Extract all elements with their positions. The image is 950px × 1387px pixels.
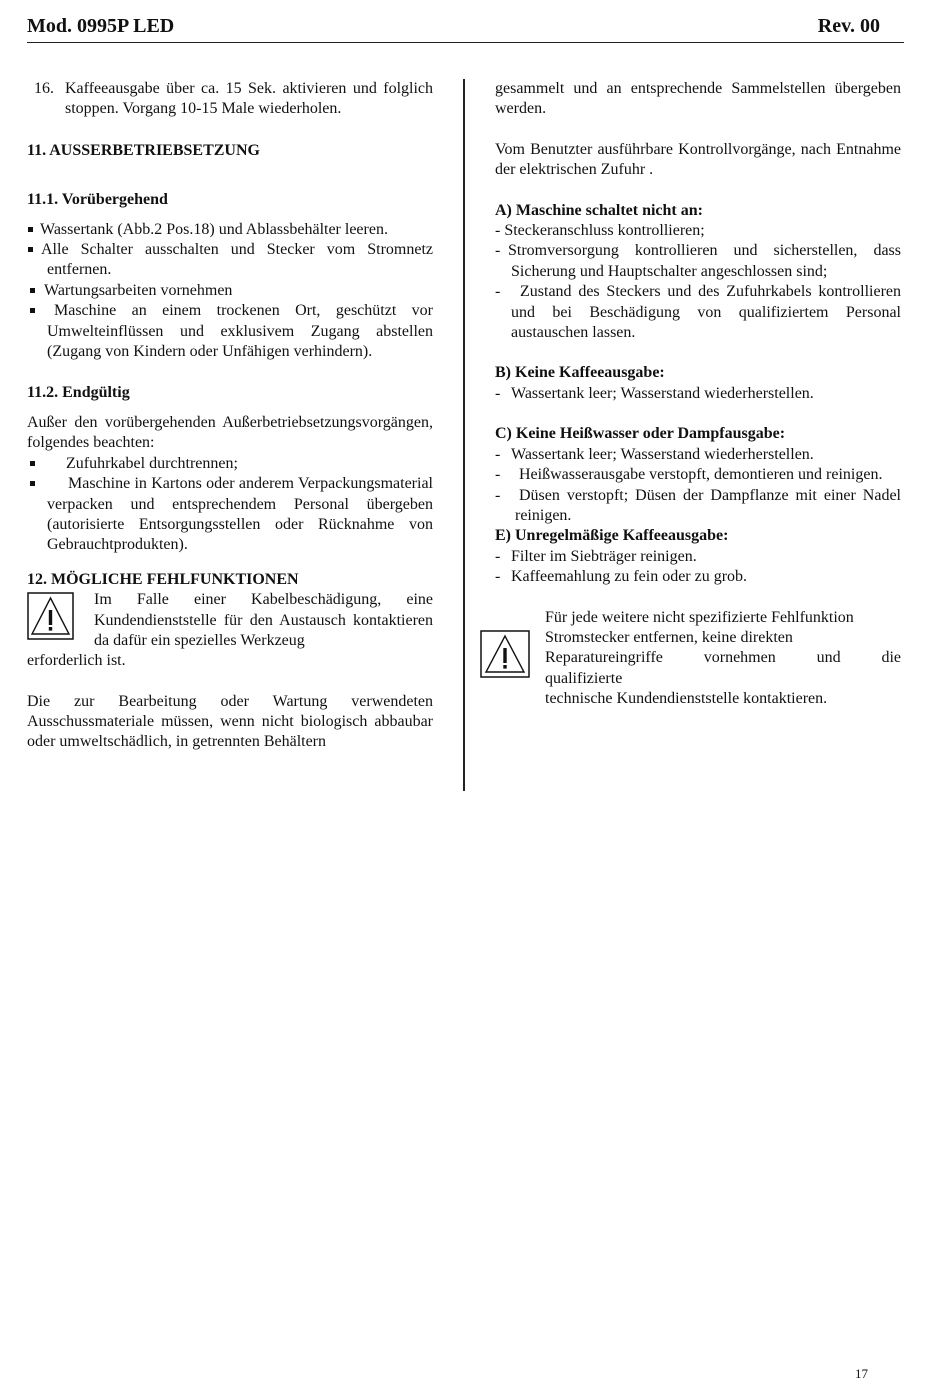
revision: Rev. 00: [817, 15, 880, 37]
cable-warning-text: Im Falle einer Kabelbeschädigung, eine Kundendienststelle für den Austausch kontaktieren da dafür ein spezielles Werkzeug: [94, 591, 433, 649]
model-title: Mod. 0995P LED: [27, 15, 175, 37]
dash-marker: -: [495, 283, 501, 301]
section-11-heading: 11. AUSSERBETRIEBSETZUNG: [27, 141, 260, 159]
dash-marker: -: [495, 547, 501, 565]
dash-marker: -: [495, 445, 501, 463]
final-list: [27, 454, 433, 556]
dash-marker: -: [495, 486, 501, 504]
section-e-heading: E) Unregelmäßige Kaffeeausgabe:: [495, 527, 729, 545]
temporary-list: [27, 220, 433, 363]
bullet-icon: [30, 481, 35, 486]
service-warning-text: Für jede weitere nicht spezifizierte Fehlfunktion Stromstecker entfernen, keine direkten Reparatureingriffe vornehmen und die qualifizierte technische Kundendienststelle kontaktieren.: [545, 608, 901, 708]
bullet-icon: [30, 461, 35, 466]
section-12-heading: 12. MÖGLICHE FEHLFUNKTIONEN: [27, 570, 299, 588]
page-header: [27, 14, 904, 43]
section-c-heading: C) Keine Heißwasser oder Dampfausgabe:: [495, 425, 786, 443]
list-item: - Heißwasserausgabe verstopft, demontieren und reinigen.: [495, 465, 901, 485]
list-item: Maschine an einem trockenen Ort, geschützt vor Umwelteinflüssen und exklusivem Zugang abstellen (Zugang von Kindern oder Unfähigen verhindern).: [27, 301, 433, 362]
list-item: - Kaffeemahlung zu fein oder zu grob.: [495, 567, 901, 587]
dash-marker: -: [495, 466, 501, 484]
list-item: Wartungsarbeiten vornehmen: [27, 281, 433, 301]
bullet-icon: [30, 288, 35, 293]
list-item: - Zustand des Steckers und des Zufuhrkabels kontrollieren und bei Beschädigung von qualifiziertem Personal austauschen lassen.: [495, 283, 901, 342]
column-divider: [463, 79, 465, 791]
dash-marker: -: [495, 242, 501, 260]
list-item: - Düsen verstopft; Düsen der Dampflanze mit einer Nadel reinigen.: [495, 486, 901, 524]
bullet-icon: [30, 308, 35, 313]
waste-text: Die zur Bearbeitung oder Wartung verwendeten Ausschussmateriale müssen, wenn nicht biologisch abbaubar oder umweltschädlich, in getrennten Behältern: [27, 692, 433, 751]
dash-marker: -: [495, 384, 501, 402]
right-column: [495, 79, 901, 710]
section-11-1-heading: 11.1. Vorübergehend: [27, 191, 168, 209]
step-16: [27, 79, 433, 120]
section-11-2-heading: 11.2. Endgültig: [27, 384, 130, 402]
list-item: - Wassertank leer; Wasserstand wiederherstellen.: [495, 384, 901, 404]
section-a-heading: A) Maschine schaltet nicht an:: [495, 201, 703, 219]
list-item: Maschine in Kartons oder anderem Verpackungsmaterial verpacken und entsprechendem Personal übergeben (autorisierte Entsorgungsstellen oder Rücknahme von Gebrauchtprodukten).: [27, 474, 433, 556]
warning-triangle-icon: [480, 630, 530, 678]
final-intro: Außer den vorübergehenden Außerbetriebsetzungsvorgängen, folgendes beachten:: [27, 413, 433, 452]
cable-warning: [27, 590, 433, 651]
bullet-icon: [28, 247, 33, 252]
list-item: - Stromversorgung kontrollieren und sicherstellen, dass Sicherung und Hauptschalter angeschlossen sind;: [495, 242, 901, 280]
warning-triangle-icon: [27, 592, 74, 640]
bullet-icon: [28, 227, 33, 232]
service-warning: [495, 608, 901, 710]
list-item: - Filter im Siebträger reinigen.: [495, 547, 901, 567]
list-item: Alle Schalter ausschalten und Stecker vom Stromnetz entfernen.: [27, 240, 433, 281]
list-item: - Wassertank leer; Wasserstand wiederherstellen.: [495, 445, 901, 465]
page-number: 17: [855, 1366, 868, 1381]
section-b-heading: B) Keine Kaffeeausgabe:: [495, 364, 665, 382]
waste-continued: gesammelt und an entsprechende Sammelstellen übergeben werden.: [495, 80, 901, 118]
step-number: 16.: [34, 80, 54, 97]
list-item: Zufuhrkabel durchtrennen;: [27, 454, 433, 474]
user-checks: Vom Benutzter ausführbare Kontrollvorgänge, nach Entnahme der elektrischen Zufuhr .: [495, 140, 901, 179]
list-item: - Steckeranschluss kontrollieren;: [495, 222, 705, 240]
cable-warning-end: erforderlich ist.: [27, 652, 126, 670]
left-column: [27, 79, 433, 753]
step-text: Kaffeeausgabe über ca. 15 Sek. aktivieren und folglich stoppen. Vorgang 10-15 Male wiederholen.: [65, 80, 433, 118]
dash-marker: -: [495, 568, 501, 586]
list-item: Wassertank (Abb.2 Pos.18) und Ablassbehälter leeren.: [27, 220, 433, 240]
